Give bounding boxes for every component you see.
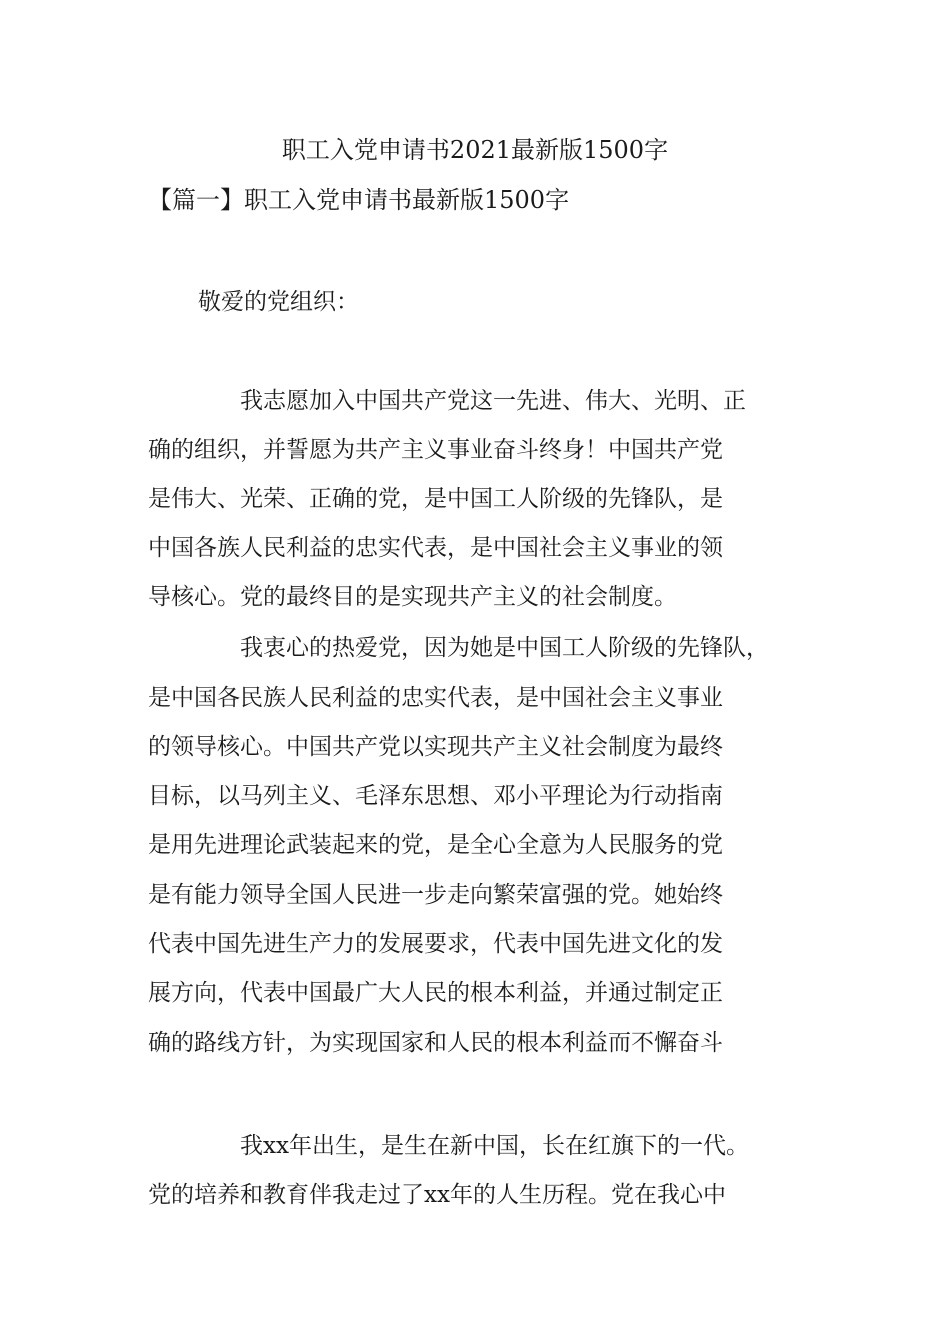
paragraph-2-line-7: 代表中国先进生产力的发展要求，代表中国先进文化的发 [148, 931, 723, 957]
document-subtitle: 【篇一】职工入党申请书最新版1500字 [148, 186, 570, 214]
paragraph-1-line-2: 确的组织，并誓愿为共产主义事业奋斗终身！中国共产党 [148, 437, 723, 463]
paragraph-2-line-5: 是用先进理论武装起来的党，是全心全意为人民服务的党 [148, 832, 723, 858]
salutation: 敬爱的党组织： [198, 289, 359, 315]
paragraph-3-line-2: 党的培养和教育伴我走过了xx年的人生历程。党在我心中 [148, 1182, 726, 1208]
paragraph-3-line-1: 我xx年出生，是生在新中国，长在红旗下的一代。 [240, 1133, 749, 1159]
paragraph-2-line-9: 确的路线方针，为实现国家和人民的根本利益而不懈奋斗 [148, 1030, 723, 1056]
paragraph-1-line-5: 导核心。党的最终目的是实现共产主义的社会制度。 [148, 584, 677, 610]
paragraph-2-line-4: 目标，以马列主义、毛泽东思想、邓小平理论为行动指南 [148, 783, 723, 809]
paragraph-2-line-2: 是中国各民族人民利益的忠实代表，是中国社会主义事业 [148, 685, 723, 711]
paragraph-2-line-1: 我衷心的热爱党，因为她是中国工人阶级的先锋队， [240, 635, 769, 661]
paragraph-2-line-8: 展方向，代表中国最广大人民的根本利益，并通过制定正 [148, 980, 723, 1006]
paragraph-2-line-3: 的领导核心。中国共产党以实现共产主义社会制度为最终 [148, 734, 723, 760]
document-title: 职工入党申请书2021最新版1500字 [281, 136, 669, 164]
paragraph-1-line-1: 我志愿加入中国共产党这一先进、伟大、光明、正 [240, 388, 746, 414]
paragraph-1-line-3: 是伟大、光荣、正确的党，是中国工人阶级的先锋队，是 [148, 486, 723, 512]
paragraph-1-line-4: 中国各族人民利益的忠实代表，是中国社会主义事业的领 [148, 535, 723, 561]
paragraph-2-line-6: 是有能力领导全国人民进一步走向繁荣富强的党。她始终 [148, 882, 723, 908]
